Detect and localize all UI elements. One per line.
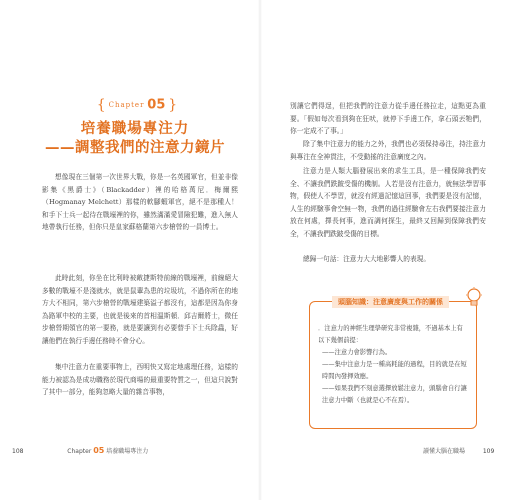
sidebar-box-item: ——集中注意力是一種高耗能的過程，目的就是在短時間內發揮效應。 <box>322 361 467 380</box>
page-number: 108 <box>12 448 24 455</box>
left-footer <box>12 446 148 455</box>
sidebar-box-item: ——如果我們不刻意選擇放鬆注意力，頭腦會自行讓注意力中斷（也就是心不在焉）。 <box>322 385 467 404</box>
bracket-right-icon: } <box>168 97 178 113</box>
sidebar-box-title: 頭腦知識：注意廣度與工作的關係 <box>332 296 449 308</box>
chapter-title-line2: ——調整我們的注意力鏡片 <box>45 140 225 156</box>
sidebar-box-intro: ．注意力的神經生理學研究非常複雜，不過基本上有以下幾個前提： <box>318 325 463 344</box>
chapter-word: Chapter <box>108 101 145 109</box>
chapter-title-line1: 培養職場專注力 <box>80 121 190 137</box>
body-paragraph: 除了集中注意力的能力之外，我們也必須保持尋注，持注意力與專注在全神貫注，不受動搖的注意廣度之內。 <box>290 140 486 161</box>
footer-chapter-word: Chapter <box>67 448 92 455</box>
right-footer <box>423 446 494 455</box>
chapter-label <box>92 97 182 113</box>
body-paragraph: 總歸一句話：注意力大大地影響人的表現。 <box>303 255 431 263</box>
footer-chapter-number: 05 <box>93 446 105 455</box>
body-paragraph: 想像現在三個第一次世界大戰，你是一名英國軍官，但並非像影集《黑爵士》（Blackadder）裡的哈格萬尼．梅爾熙（Hogmanay Melchett）那樣的軟腳蝦軍官，絕不是那種人！和手下士兵一起待在戰壕裡的你，雖然滿滿愛冒險犯難，進入無人地帶執行任務，但你只是皇家蘇格蘭第六步槍營的一員博士。 <box>42 173 238 232</box>
body-paragraph: 注意力是人類大腦發展出來的求生工具，是一種保障我們安全、不讓我們跌跛受傷的機制。人若是沒有注意力，就無法學習事物，假使人不學習，就沒有經過記憶這回事，我們要是沒有記憶，人生的經驗事會空無一物，我們的過往經驗會左右我們要接注意力放在何處，擇長何事，進而調何探生，最終又回歸到保障我們安全，不讓我們跌跛受傷的目標。 <box>290 167 486 238</box>
chapter-number: 05 <box>147 97 166 113</box>
sidebar-box-item: ——注意力會影響行為。 <box>322 349 392 356</box>
bracket-left-icon: { <box>96 97 106 113</box>
book-gutter <box>258 0 262 500</box>
footer-chapter-title: 培養職場專注力 <box>106 448 149 455</box>
body-paragraph: 此時此刻，你坐在比利時被敵捷斯特前線的戰壕裡，前線絕大多數的戰壕不是淺就水，就是鼠輩為患的垃圾坑，不過你所在的地方大不相同，第六步槍營的戰壕建築溢子都沒有，這都是因為你身為路軍中校的主要，也就是後來的首相溫斯頓．邱吉爾將士，微任步槍營期領官的第一要務，就是要讓到有必要替手下士兵除蟲，好讓他們在執行手邊任務時不會分心。 <box>42 274 238 345</box>
lightbulb-icon <box>465 287 483 309</box>
body-paragraph: 別讓它們得逞，但把我們的注意力從手邊任務拉走，這點更為重要。「假如每次看到夠在狂吠，就停下手邊工作，拿石頭丟牠們，你一定成不了事。」 <box>290 102 486 136</box>
body-paragraph: 集中注意力在重要事物上，西明快又寫定地處理任務，這樣的能力被認為是成功職務於現代商場的最重要特質之一，但這只說對了其中一部分，能夠忽略大量的雜音事物， <box>42 363 238 397</box>
footer-book-title: 讀懂大腦在職場 <box>423 448 466 455</box>
page-number: 109 <box>482 448 495 455</box>
